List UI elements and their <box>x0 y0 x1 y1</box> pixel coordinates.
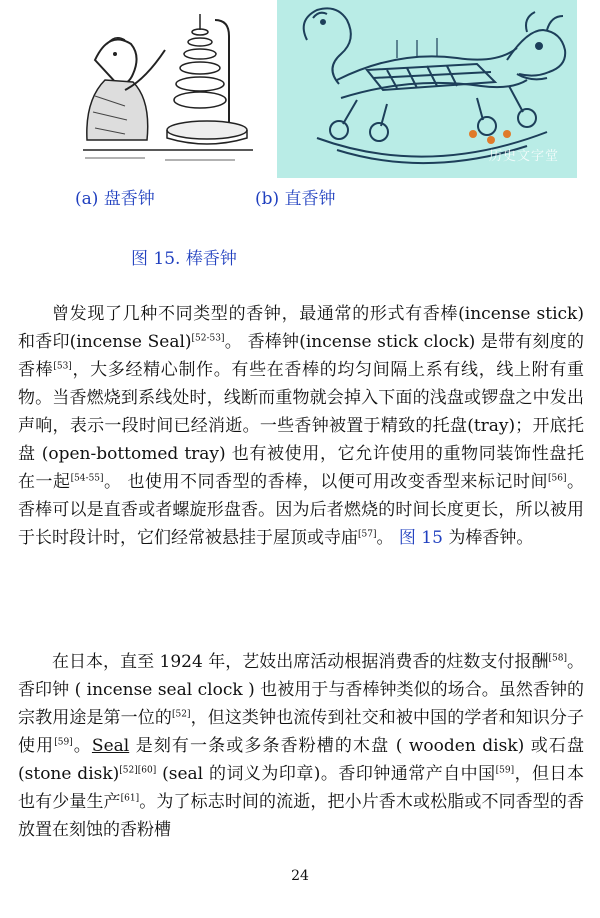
citation: [52] <box>172 709 191 720</box>
text-span: ，大多经精心制作。有些在香棒的均匀间隔上系有线，线上附有重物。当香燃烧到系线处时，线断而重物就会掉入下面的浅盘或锣盘之中发出声响，表示一段时间已经消逝。一些香钟被置于精致的托盘(tray)；开底托盘 (open-bottomed tray) 也有被使用，它允许使用的重物同装饰性盘托在一起 <box>18 360 585 492</box>
figure-title: 图 15. 棒香钟 <box>131 249 237 269</box>
spiral-incense-clock-illustration <box>75 0 253 172</box>
text-span: 。 <box>72 736 92 756</box>
paragraph-2 <box>18 648 584 844</box>
figure-row <box>0 0 600 182</box>
text-span: 。 <box>376 528 394 548</box>
text-span: 在日本，直至 1924 年，艺妓出席活动根据消费香的炷数支付报酬 <box>52 652 549 672</box>
paragraph-1 <box>18 300 584 552</box>
citation: [57] <box>358 529 377 540</box>
page-number: 24 <box>291 868 309 884</box>
spiral-incense-clock-image <box>75 0 253 172</box>
text-span: 曾发现了几种不同类型的香钟，最通常的形式有香棒(incense stick)和香印(incense Seal) <box>18 304 584 352</box>
citation: [59] <box>54 737 73 748</box>
text-span: 。香印钟 ( incense seal clock ) 也被用于与香棒钟类似的场合。虽然香钟的宗教用途是第一位的 <box>18 652 584 728</box>
text-span: ，但日本也有少量生产 <box>18 764 584 812</box>
citation: [59] <box>495 765 515 776</box>
text-span: 为棒香钟。 <box>442 528 534 548</box>
text-span: 。 也使用不同香型的香棒，以便可用改变香型来标记时间 <box>103 472 548 492</box>
text-span: 。香棒可以是直香或者螺旋形盘香。因为后者燃烧的时间长度更长，所以被用于长时段计时，它们经常被悬挂于屋顶或寺庙 <box>18 472 585 548</box>
citation: [52-53] <box>191 333 225 344</box>
citation: [54-55] <box>70 473 104 484</box>
citation: [56] <box>548 473 567 484</box>
seal-term: Seal <box>91 736 130 756</box>
figure-15-link[interactable]: 图 15 <box>398 528 443 548</box>
dragon-incense-clock-image <box>277 0 577 178</box>
figure-a-caption: (a) 盘香钟 <box>75 189 155 209</box>
text-span: 。为了标志时间的流逝，把小片香木或松脂或不同香型的香放置在刻蚀的香粉槽 <box>18 792 585 840</box>
watermark-text: 历史文字堂 <box>488 149 559 164</box>
citation: [52][60] <box>119 765 157 776</box>
text-span: 。 香棒钟(incense stick clock) 是带有刻度的香棒 <box>18 332 584 380</box>
citation: [61] <box>120 793 140 804</box>
text-span: 是刻有一条或多条香粉槽的木盘 ( wooden disk) 或石盘(stone disk) <box>18 736 585 784</box>
text-span: ，但这类钟也流传到社交和被中国的学者和知识分子使用 <box>18 708 585 756</box>
citation: [53] <box>53 361 72 372</box>
citation: [58] <box>548 653 567 664</box>
figure-b-caption: (b) 直香钟 <box>255 189 336 209</box>
text-span: (seal 的词义为印章)。香印钟通常产自中国 <box>156 764 496 784</box>
